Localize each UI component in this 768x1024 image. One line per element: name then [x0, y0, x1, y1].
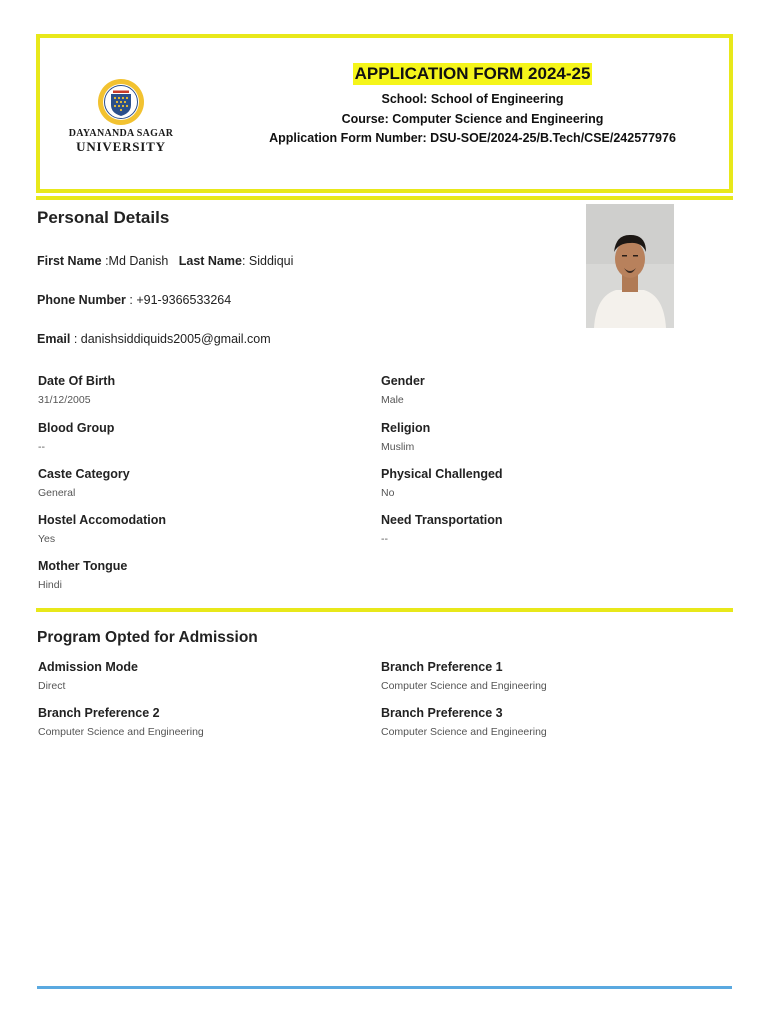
- field-value: General: [38, 487, 76, 499]
- section-divider: [36, 608, 733, 612]
- dob-field: [38, 373, 368, 408]
- field-label: Branch Preference 3: [381, 706, 503, 720]
- phone-label: Phone Number: [37, 293, 126, 307]
- logo-text-line1: DAYANANDA SAGAR: [68, 128, 174, 139]
- field-value: Computer Science and Engineering: [381, 680, 547, 692]
- footer-divider: [37, 986, 732, 989]
- email-label: Email: [37, 332, 71, 346]
- field-label: Physical Challenged: [381, 467, 503, 481]
- field-value: 31/12/2005: [38, 394, 91, 406]
- field-value: Male: [381, 394, 404, 406]
- field-value: Computer Science and Engineering: [381, 726, 547, 738]
- field-value: Yes: [38, 533, 56, 545]
- field-label: Mother Tongue: [38, 559, 128, 573]
- field-label: Branch Preference 1: [381, 660, 503, 674]
- field-label: Branch Preference 2: [38, 706, 160, 720]
- field-value: Hindi: [38, 579, 62, 591]
- university-logo: [66, 78, 176, 155]
- phone-value: : +91-9366533264: [125, 293, 232, 307]
- field-label: Religion: [381, 421, 431, 435]
- phone-row: [37, 293, 231, 307]
- field-label: Gender: [381, 374, 425, 388]
- field-label: Blood Group: [38, 421, 115, 435]
- last-name-label: Last Name: [178, 254, 242, 268]
- branch-preference-3-field: [381, 705, 711, 740]
- mother-tongue-field: [38, 558, 368, 593]
- gender-field: [381, 373, 711, 408]
- religion-field: [381, 420, 711, 455]
- header-divider: [36, 196, 733, 200]
- field-value: --: [38, 441, 45, 453]
- course-line: Course: Computer Science and Engineering: [341, 111, 604, 126]
- field-label: Date Of Birth: [38, 374, 116, 388]
- school-line: School: School of Engineering: [381, 92, 564, 106]
- field-value: Direct: [38, 680, 66, 692]
- logo-text-line2: UNIVERSITY: [76, 139, 166, 154]
- personal-details-title: Personal Details: [37, 208, 170, 227]
- caste-category-field: [38, 466, 368, 501]
- hostel-field: [38, 512, 368, 547]
- email-row: [37, 332, 271, 346]
- transportation-field: [381, 512, 711, 547]
- first-name-value: :Md Danish: [101, 254, 169, 268]
- program-title: Program Opted for Admission: [37, 629, 258, 646]
- header-text: [240, 63, 705, 149]
- applicant-photo: [586, 204, 674, 328]
- field-value: No: [381, 487, 395, 499]
- field-value: Muslim: [381, 441, 415, 453]
- field-label: Need Transportation: [381, 513, 503, 527]
- branch-preference-2-field: [38, 705, 368, 740]
- form-title: APPLICATION FORM 2024-25: [354, 64, 591, 83]
- university-seal-icon: [96, 78, 146, 126]
- field-label: Hostel Accomodation: [38, 513, 167, 527]
- name-row: [37, 254, 293, 268]
- physical-challenged-field: [381, 466, 711, 501]
- field-label: Admission Mode: [38, 660, 139, 674]
- field-value: --: [381, 533, 388, 545]
- blood-group-field: [38, 420, 368, 455]
- applicant-portrait-image: [586, 204, 674, 328]
- field-label: Caste Category: [38, 467, 130, 481]
- first-name-label: First Name: [37, 254, 102, 268]
- branch-preference-1-field: [381, 659, 711, 694]
- field-value: Computer Science and Engineering: [38, 726, 204, 738]
- email-value: : danishsiddiquids2005@gmail.com: [70, 332, 271, 346]
- last-name-value: : Siddiqui: [241, 254, 294, 268]
- admission-mode-field: [38, 659, 368, 694]
- form-number-line: Application Form Number: DSU-SOE/2024-25/B.Tech/CSE/242577976: [269, 131, 676, 145]
